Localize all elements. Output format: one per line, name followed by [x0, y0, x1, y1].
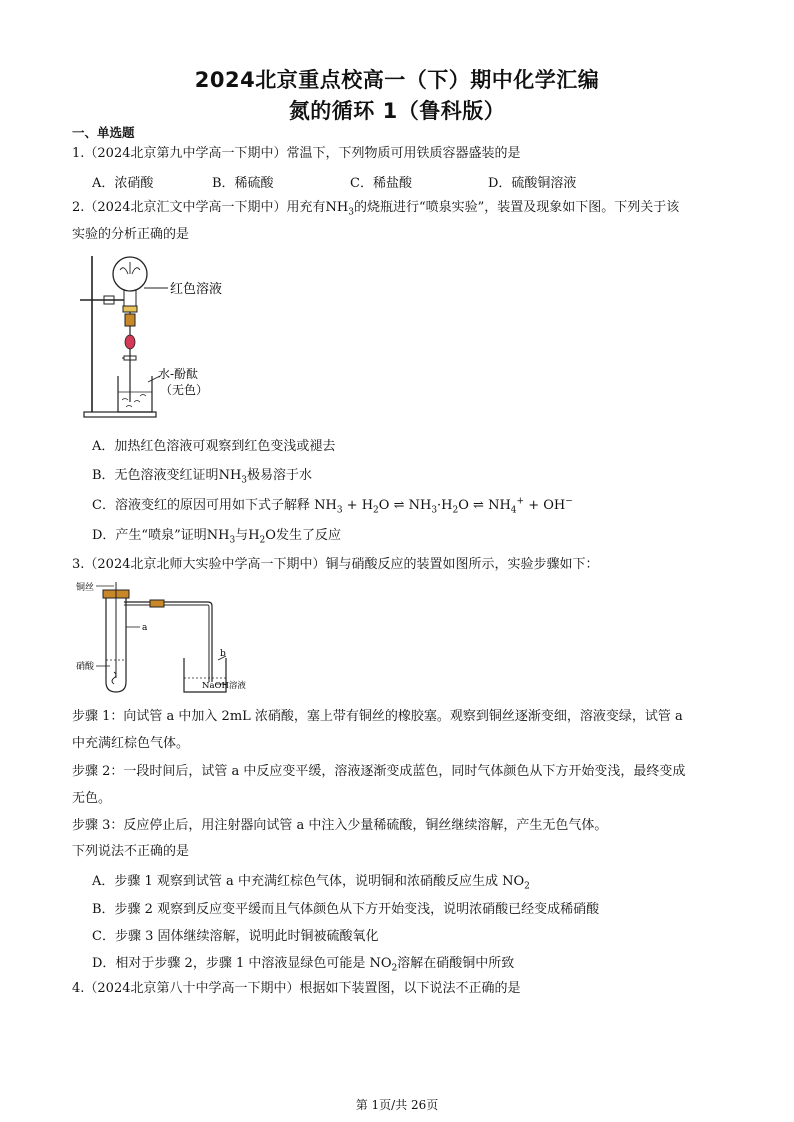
q1-option-d: D．硫酸铜溶液: [488, 176, 577, 191]
figure-label-naoh: NaOH溶液: [202, 681, 246, 691]
copper-nitric-acid-apparatus-figure: [76, 580, 276, 700]
q3-step2-line2: 无色。: [72, 791, 112, 806]
page-title: 2024北京重点校高一（下）期中化学汇编: [194, 68, 600, 92]
page-footer: 第 1页/共 26页: [355, 1098, 439, 1112]
q2-option-d: D．产生“喷泉”证明$NH_3$与$H_2O$发生了反应: [92, 528, 341, 546]
q4-stem: 4.（2024北京第八十中学高一下期中）根据如下装置图，以下说法不正确的是: [72, 981, 521, 996]
figure-label-b: b: [220, 649, 226, 659]
q1-option-b: B．稀硫酸: [212, 176, 274, 191]
q2-option-a: A．加热红色溶液可观察到红色变浅或褪去: [92, 439, 336, 454]
q3-step1-line1: 步骤 1：向试管 a 中加入 2mL 浓硝酸，塞上带有铜丝的橡胶塞。观察到铜丝逐渐变细，溶液变绿，试管 a: [72, 709, 683, 724]
q3-option-b: B．步骤 2 观察到反应变平缓而且气体颜色从下方开始变浅，说明浓硝酸已经变成稀硝酸: [92, 902, 600, 917]
q3-step1-line2: 中充满红棕色气体。: [72, 736, 190, 751]
q2-option-b: B．无色溶液变红证明$NH_3$极易溶于水: [92, 468, 313, 486]
q3-stem: 3.（2024北京北师大实验中学高一下期中）铜与硝酸反应的装置如图所示，实验步骤如下：: [72, 557, 599, 572]
fountain-apparatus-figure: [80, 252, 250, 422]
figure-label-water-phenolphthalein: 水-酚酞: [158, 367, 199, 381]
figure-label-red-solution: 红色溶液: [170, 282, 223, 297]
q1-option-a: A．浓硝酸: [92, 176, 154, 191]
section-heading: 一、单选题: [72, 125, 135, 140]
q3-option-d: D．相对于步骤 2，步骤 1 中溶液显绿色可能是 $NO_2$溶解在硝酸铜中所致: [92, 956, 515, 974]
q2-option-c: C．溶液变红的原因可用如下式子解释 $NH_3 + H_2O$ ⇌ $NH_3\cdot H_2O$ ⇌ $NH_4^+ + OH^-$: [92, 496, 573, 516]
page-subtitle: 氮的循环 1（鲁科版）: [288, 99, 506, 123]
q2-stem-line2: 实验的分析正确的是: [72, 227, 190, 242]
figure-label-colorless: （无色）: [160, 383, 209, 397]
q3-step3: 步骤 3：反应停止后，用注射器向试管 a 中注入少量稀硫酸，铜丝继续溶解，产生无色气体。: [72, 818, 608, 833]
figure-label-nitric-acid: 硝酸: [76, 662, 95, 672]
q3-option-c: C．步骤 3 固体继续溶解，说明此时铜被硫酸氧化: [92, 929, 379, 944]
q3-option-a: A．步骤 1 观察到试管 a 中充满红棕色气体，说明铜和浓硝酸反应生成 $NO_2$: [92, 874, 530, 892]
q2-stem: 2.（2024北京汇文中学高一下期中）用充有$NH_3$的烧瓶进行“喷泉实验”，装置及现象如下图。下列关于该: [72, 200, 680, 218]
q1-stem: 1.（2024北京第九中学高一下期中）常温下，下列物质可用铁质容器盛装的是: [72, 146, 521, 161]
q3-question: 下列说法不正确的是: [72, 844, 190, 859]
q3-step2-line1: 步骤 2：一段时间后，试管 a 中反应变平缓，溶液逐渐变成蓝色，同时气体颜色从下方开始变浅，最终变成: [72, 764, 686, 779]
figure-label-copper-wire: 铜丝: [76, 583, 95, 593]
q1-option-c: C．稀盐酸: [350, 176, 412, 191]
figure-label-a: a: [142, 623, 148, 633]
